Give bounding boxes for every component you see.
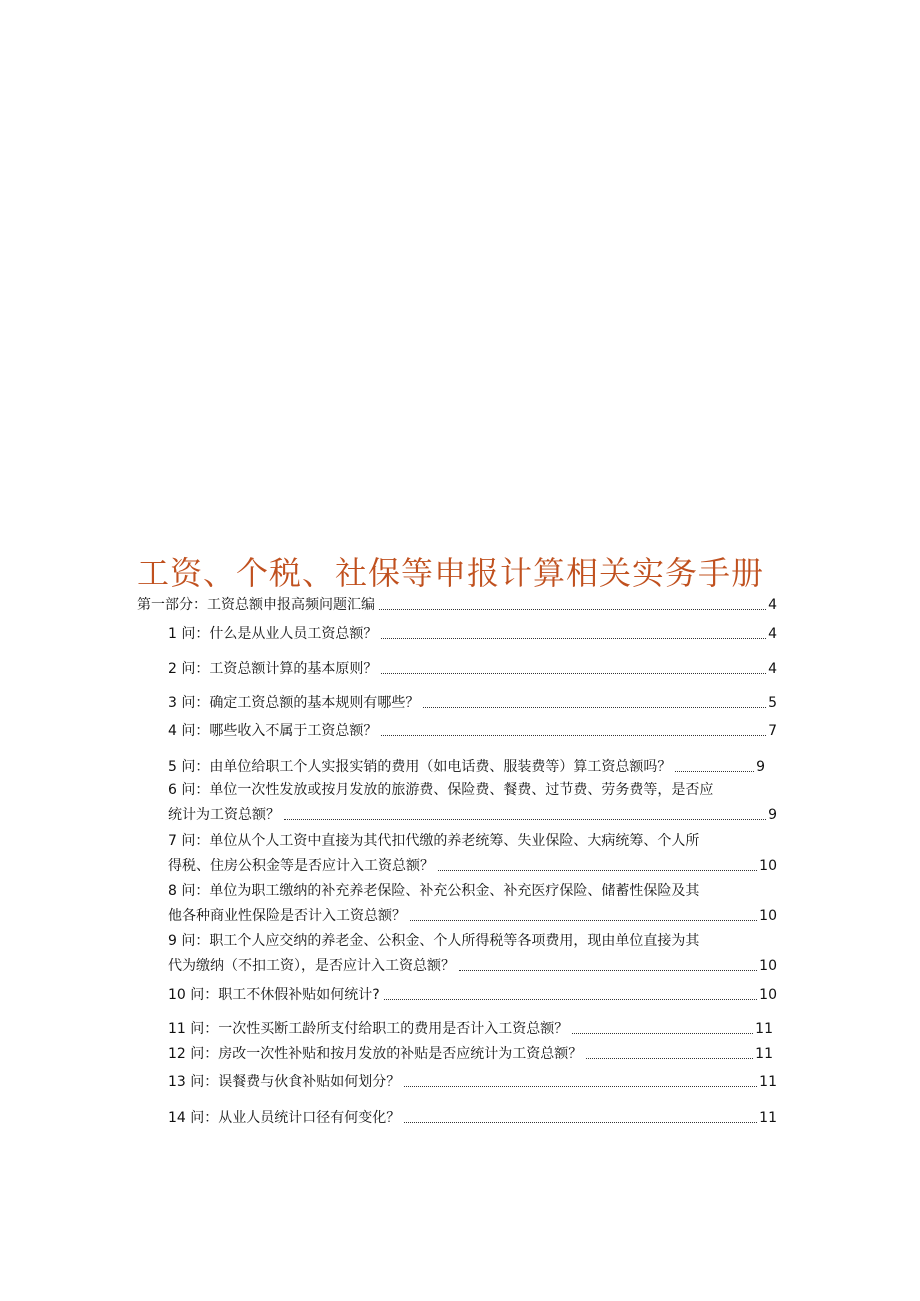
toc-leader-dots bbox=[404, 1080, 757, 1087]
toc-entry-q14[interactable] bbox=[168, 1108, 777, 1128]
toc-entry-text: 第一部分：工资总额申报高频问题汇编 bbox=[137, 597, 375, 613]
toc-page-number: 10 bbox=[759, 987, 777, 1003]
toc-entry-text: 13 问：误餐费与伙食补贴如何划分？ bbox=[168, 1074, 401, 1090]
toc-page-number: 5 bbox=[768, 695, 777, 711]
toc-entry-text: 11 问：一次性买断工龄所支付给职工的费用是否计入工资总额？ bbox=[168, 1021, 569, 1037]
toc-entry-text: 2 问：工资总额计算的基本原则？ bbox=[168, 661, 378, 677]
toc-leader-dots bbox=[586, 1052, 753, 1059]
toc-page-number: 11 bbox=[755, 1046, 773, 1062]
toc-entry-q6[interactable] bbox=[168, 805, 777, 825]
toc-entry-q13[interactable] bbox=[168, 1072, 777, 1092]
toc-page-number: 4 bbox=[768, 661, 777, 677]
toc-entry-q8[interactable] bbox=[168, 906, 777, 926]
toc-leader-dots bbox=[459, 964, 757, 971]
toc-entry-q12[interactable] bbox=[168, 1044, 773, 1064]
toc-leader-dots bbox=[381, 729, 766, 736]
toc-page-number: 9 bbox=[756, 759, 765, 775]
toc-leader-dots bbox=[284, 813, 766, 820]
toc-entry-q4[interactable] bbox=[168, 721, 777, 741]
toc-leader-dots bbox=[410, 914, 757, 921]
toc-entry-q7-line1[interactable]: 7 问：单位从个人工资中直接为其代扣代缴的养老统筹、失业保险、大病统筹、个人所 bbox=[168, 833, 700, 849]
toc-page-number: 4 bbox=[768, 626, 777, 642]
document-title: 工资、个税、社保等申报计算相关实务手册 bbox=[137, 554, 765, 592]
toc-entry-q7[interactable] bbox=[168, 856, 777, 876]
toc-entry-q2[interactable] bbox=[168, 659, 777, 679]
toc-page-number: 10 bbox=[759, 858, 777, 874]
toc-entry-q9[interactable] bbox=[168, 956, 777, 976]
toc-entry-text: 得税、住房公积金等是否应计入工资总额？ bbox=[168, 858, 434, 874]
toc-entry-text: 14 问：从业人员统计口径有何变化？ bbox=[168, 1110, 401, 1126]
toc-entry-text: 3 问：确定工资总额的基本规则有哪些？ bbox=[168, 695, 420, 711]
toc-entry-text: 1 问：什么是从业人员工资总额？ bbox=[168, 626, 378, 642]
toc-page-number: 11 bbox=[759, 1074, 777, 1090]
toc-entry-text: 12 问：房改一次性补贴和按月发放的补贴是否应统计为工资总额？ bbox=[168, 1046, 583, 1062]
toc-leader-dots bbox=[384, 993, 757, 1000]
toc-entry-q5[interactable] bbox=[168, 757, 765, 777]
toc-leader-dots bbox=[675, 765, 754, 772]
toc-entry-text: 10 问：职工不休假补贴如何统计? bbox=[168, 987, 380, 1003]
toc-entry-text: 4 问：哪些收入不属于工资总额？ bbox=[168, 723, 378, 739]
toc-leader-dots bbox=[379, 603, 766, 610]
toc-page-number: 4 bbox=[768, 597, 777, 613]
toc-entry-q8-line1[interactable]: 8 问：单位为职工缴纳的补充养老保险、补充公积金、补充医疗保险、储蓄性保险及其 bbox=[168, 883, 700, 899]
toc-entry-q10[interactable] bbox=[168, 985, 777, 1005]
toc-leader-dots bbox=[572, 1027, 753, 1034]
toc-entry-part1[interactable] bbox=[137, 595, 777, 615]
toc-entry-q1[interactable] bbox=[168, 624, 777, 644]
toc-page-number: 11 bbox=[759, 1110, 777, 1126]
toc-entry-q11[interactable] bbox=[168, 1019, 773, 1039]
toc-page-number: 9 bbox=[768, 807, 777, 823]
toc-leader-dots bbox=[423, 701, 766, 708]
toc-page-number: 10 bbox=[759, 908, 777, 924]
toc-entry-text: 5 问：由单位给职工个人实报实销的费用（如电话费、服装费等）算工资总额吗？ bbox=[168, 759, 672, 775]
toc-entry-q9-line1[interactable]: 9 问：职工个人应交纳的养老金、公积金、个人所得税等各项费用，现由单位直接为其 bbox=[168, 933, 700, 949]
toc-leader-dots bbox=[404, 1116, 757, 1123]
toc-entry-q3[interactable] bbox=[168, 693, 777, 713]
toc-page-number: 10 bbox=[759, 958, 777, 974]
toc-page-number: 11 bbox=[755, 1021, 773, 1037]
toc-entry-text: 代为缴纳（不扣工资），是否应计入工资总额？ bbox=[168, 958, 455, 974]
toc-entry-q6-line1[interactable]: 6 问：单位一次性发放或按月发放的旅游费、保险费、餐费、过节费、劳务费等，是否应 bbox=[168, 782, 714, 798]
toc-page-number: 7 bbox=[768, 723, 777, 739]
toc-leader-dots bbox=[381, 667, 766, 674]
toc-entry-text: 统计为工资总额？ bbox=[168, 807, 280, 823]
toc-entry-text: 他各种商业性保险是否计入工资总额？ bbox=[168, 908, 406, 924]
toc-leader-dots bbox=[381, 632, 766, 639]
toc-leader-dots bbox=[438, 864, 757, 871]
